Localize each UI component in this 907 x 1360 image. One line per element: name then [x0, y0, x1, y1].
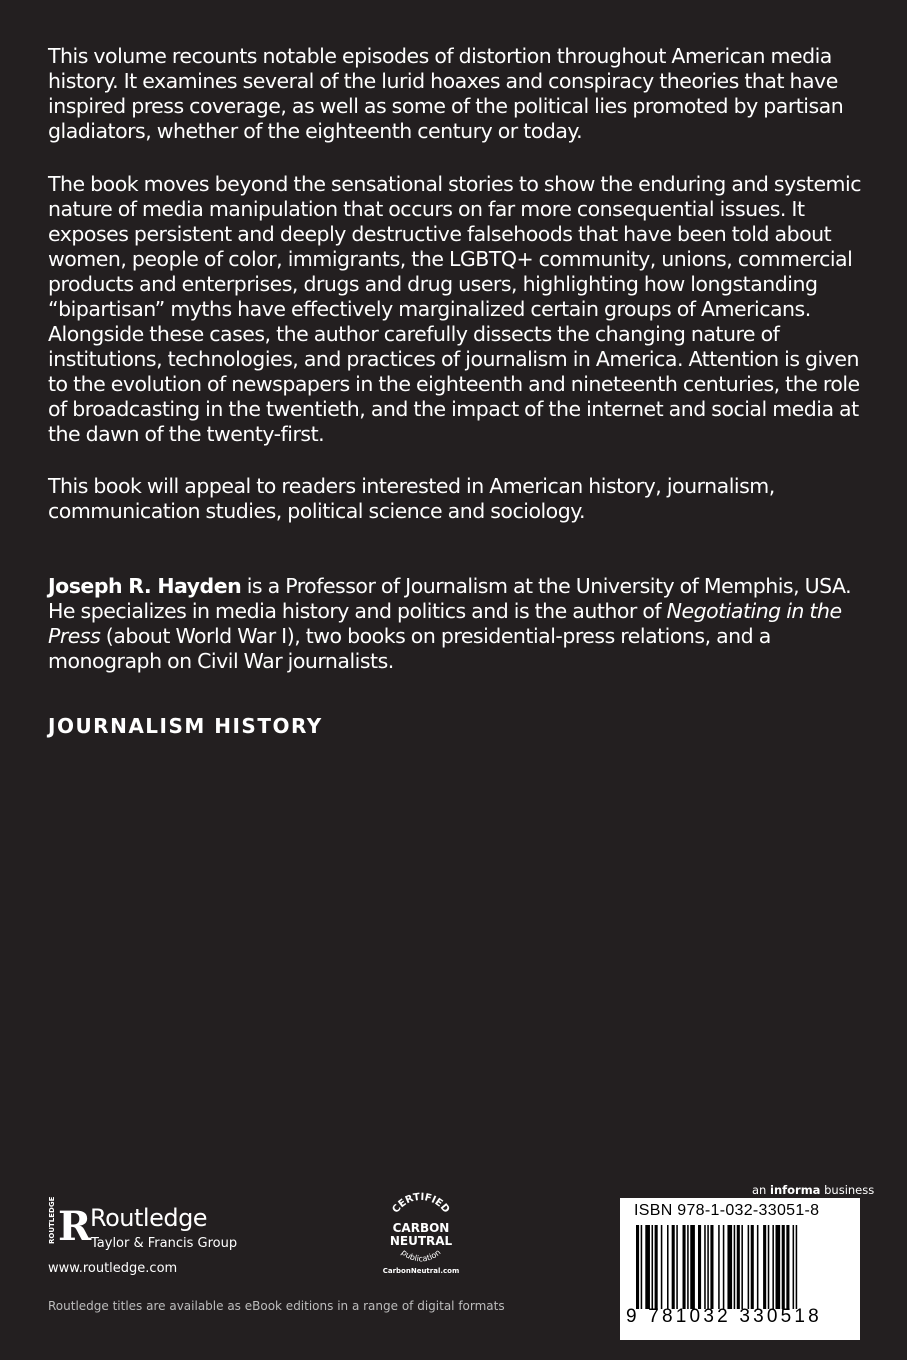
subject-category: JOURNALISM HISTORY [48, 714, 323, 738]
svg-text:CERTIFIED [390, 1192, 451, 1216]
informa-suffix: business [820, 1183, 875, 1197]
barcode-bar [734, 1225, 736, 1309]
barcode-icon [634, 1225, 848, 1309]
barcode-bar [741, 1225, 743, 1309]
carbon-certified-text: CERTIFIED [390, 1191, 452, 1216]
author-bio [48, 574, 868, 674]
barcode-bar [710, 1225, 713, 1309]
barcode-bar [641, 1225, 643, 1309]
barcode-bar [676, 1225, 678, 1309]
barcode-bar [757, 1225, 759, 1309]
barcode-bar [718, 1225, 720, 1309]
author-bio-text-a: is a Professor of Journalism at the University of Memphis, USA. He specializes in media history and politics and is the author of [48, 574, 852, 623]
blurb-paragraph-3: This book will appeal to readers interested in American history, journalism, communication studies, political science and sociology. [48, 474, 775, 523]
barcode-bar [645, 1225, 650, 1309]
barcode-bar [655, 1225, 658, 1309]
author-bio-text-b: (about World War I), two books on presidential-press relations, and a monograph on Civil War journalists. [48, 624, 771, 673]
author-name: Joseph R. Hayden [48, 574, 242, 598]
carbon-neutral-badge-icon [378, 1190, 464, 1276]
barcode-bar [652, 1225, 654, 1309]
carbon-url: CarbonNeutral.com [382, 1267, 460, 1275]
barcode-bar [727, 1225, 732, 1309]
barcode-bar [772, 1225, 774, 1309]
barcode-bar [782, 1225, 785, 1309]
carbon-line-1: CARBON [392, 1221, 450, 1235]
isbn-label: ISBN 978-1-032-33051-8 [634, 1202, 820, 1219]
barcode-bar [672, 1225, 675, 1309]
author-book-title: Negotiating in the Press [48, 599, 842, 648]
ebook-note: Routledge titles are available as eBook editions in a range of digital formats [48, 1299, 505, 1313]
carbon-publication-text: publication [399, 1247, 443, 1264]
barcode-bar [683, 1225, 686, 1309]
barcode-bar [704, 1225, 706, 1309]
blurb-paragraph-1: This volume recounts notable episodes of distortion throughout American media history. It examines several of the lurid hoaxes and conspiracy theories that have inspired press coverage, as well as some of the political lies promoted by partisan gladiators, whether of the eighteenth century or today. [48, 44, 844, 143]
barcode-bar [690, 1225, 695, 1309]
barcode-bar [796, 1225, 798, 1309]
barcode-bar [687, 1225, 689, 1309]
isbn-barcode-block [620, 1198, 860, 1340]
barcode-digits: 9 781032 330518 [626, 1306, 822, 1327]
barcode-bar [748, 1225, 750, 1309]
barcode-bar [737, 1225, 740, 1309]
barcode-bar [768, 1225, 770, 1309]
blurb-paragraph-2: The book moves beyond the sensational stories to show the enduring and systemic nature of media manipulation that occurs on far more consequential issues. It exposes persistent and deeply destructive falsehoods that have been told about women, people of color, immigrants, the LGBTQ+ community, unions, commercial products and enterprises, drugs and drug users, highlighting how longstanding “bipartisan” myths have effectively marginalized certain groups of Americans. Alongside these cases, the author carefully dissects the changing nature of institutions, technologies, and practices of journalism in America. Attention is given to the evolution of newspapers in the eighteenth and nineteenth centuries, the role of broadcasting in the twentieth, and the impact of the internet and social media at the dawn of the twenty-first. [48, 172, 861, 446]
svg-text:publication [400, 1248, 443, 1264]
barcode-bar [636, 1225, 639, 1309]
barcode-bar [661, 1225, 663, 1309]
informa-brand: informa [770, 1183, 821, 1197]
routledge-logo-icon [46, 1196, 92, 1258]
barcode-bar [698, 1225, 701, 1309]
publisher-name: Routledge [90, 1204, 208, 1232]
carbon-line-2: NEUTRAL [389, 1234, 453, 1248]
barcode-bar [786, 1225, 789, 1309]
informa-business-tag [752, 1183, 874, 1197]
publisher-group: Taylor & Francis Group [91, 1236, 238, 1251]
barcode-bar [763, 1225, 766, 1309]
barcode-bar [751, 1225, 754, 1309]
barcode-bar [793, 1225, 795, 1309]
barcode-bar [776, 1225, 781, 1309]
routledge-logo-vertical-text: ROUTLEDGE [48, 1196, 56, 1244]
publisher-url[interactable]: www.routledge.com [48, 1261, 178, 1276]
routledge-logo-letter: R [58, 1203, 92, 1250]
informa-prefix: an [752, 1183, 770, 1197]
barcode-bar [707, 1225, 709, 1309]
barcode-bar [667, 1225, 669, 1309]
barcode-bar [723, 1225, 725, 1309]
